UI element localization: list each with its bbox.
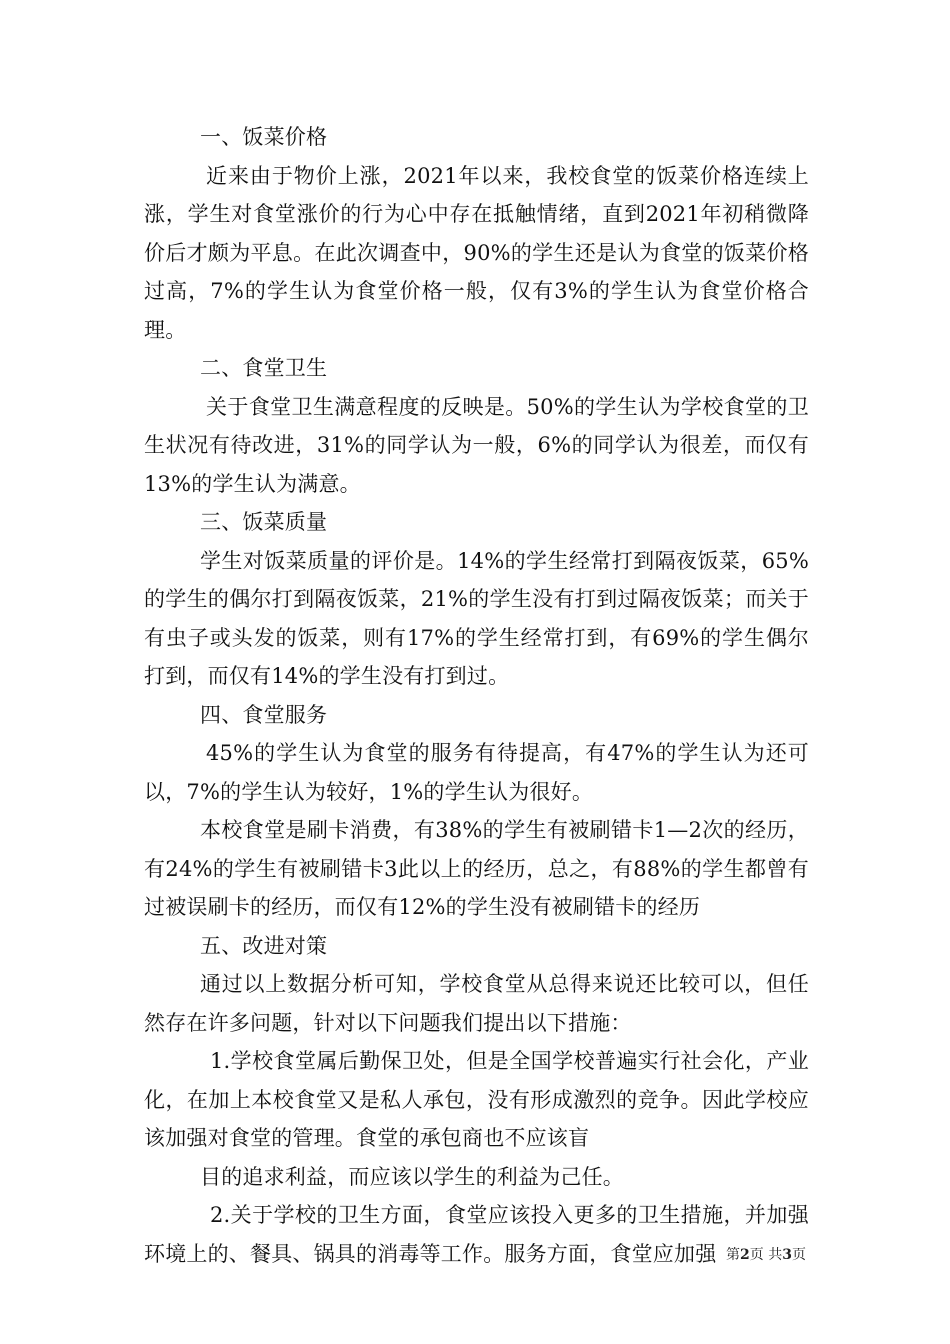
section-heading-service: 四、食堂服务 — [200, 702, 328, 727]
document-body — [144, 118, 809, 1273]
paragraph-analysis: 通过以上数据分析可知，学校食堂从总得来说还比较可以，但任然存在许多问题，针对以下问题我们提出以下措施： — [144, 972, 809, 1035]
section-heading-measures: 五、改进对策 — [200, 933, 328, 958]
footer-suffix: 页 — [792, 1247, 806, 1263]
footer-current-page: 2 — [740, 1247, 750, 1263]
page-number-footer — [726, 1244, 806, 1264]
paragraph-service: 45%的学生认为食堂的服务有待提高，有47%的学生认为还可以，7%的学生认为较好，1%的学生认为很好。 — [144, 741, 809, 804]
paragraph-measure-1: 1.学校食堂属后勤保卫处，但是全国学校普遍实行社会化，产业化，在加上本校食堂又是私人承包，没有形成激烈的竞争。因此学校应该加强对食堂的管理。食堂的承包商也不应该盲 — [144, 1049, 809, 1150]
paragraph-price: 近来由于物价上涨，2021年以来，我校食堂的饭菜价格连续上涨，学生对食堂涨价的行为心中存在抵触情绪，直到2021年初稍微降价后才颇为平息。在此次调查中，90%的学生还是认为食堂的饭菜价格过高，7%的学生认为食堂价格一般，仅有3%的学生认为食堂价格合理。 — [144, 163, 809, 342]
paragraph-measure-1-continued: 目的追求利益，而应该以学生的利益为己任。 — [200, 1164, 624, 1189]
section-heading-hygiene: 二、食堂卫生 — [200, 356, 328, 380]
paragraph-hygiene: 关于食堂卫生满意程度的反映是。50%的学生认为学校食堂的卫生状况有待改进，31%的同学认为一般，6%的同学认为很差，而仅有13%的学生认为满意。 — [144, 394, 809, 496]
footer-total-pages: 3 — [782, 1247, 792, 1263]
section-heading-price: 一、饭菜价格 — [200, 125, 328, 149]
paragraph-card-payment: 本校食堂是刷卡消费，有38%的学生有被刷错卡1—2次的经历，有24%的学生有被刷错卡3此以上的经历，总之，有88%的学生都曾有过被误刷卡的经历，而仅有12%的学生没有被刷错卡的经历 — [144, 818, 809, 919]
paragraph-quality: 学生对饭菜质量的评价是。14%的学生经常打到隔夜饭菜，65%的学生的偶尔打到隔夜饭菜，21%的学生没有打到过隔夜饭菜；而关于有虫子或头发的饭菜，则有17%的学生经常打到，有69%的学生偶尔打到，而仅有14%的学生没有打到过。 — [144, 548, 809, 688]
footer-middle: 页 共 — [749, 1247, 783, 1263]
paragraph-measure-2: 2.关于学校的卫生方面，食堂应该投入更多的卫生措施，并加强环境上的、餐具、锅具的消毒等工作。服务方面，食堂应加强 — [144, 1203, 809, 1266]
footer-prefix: 第 — [726, 1247, 741, 1263]
section-heading-quality: 三、饭菜质量 — [200, 510, 328, 534]
